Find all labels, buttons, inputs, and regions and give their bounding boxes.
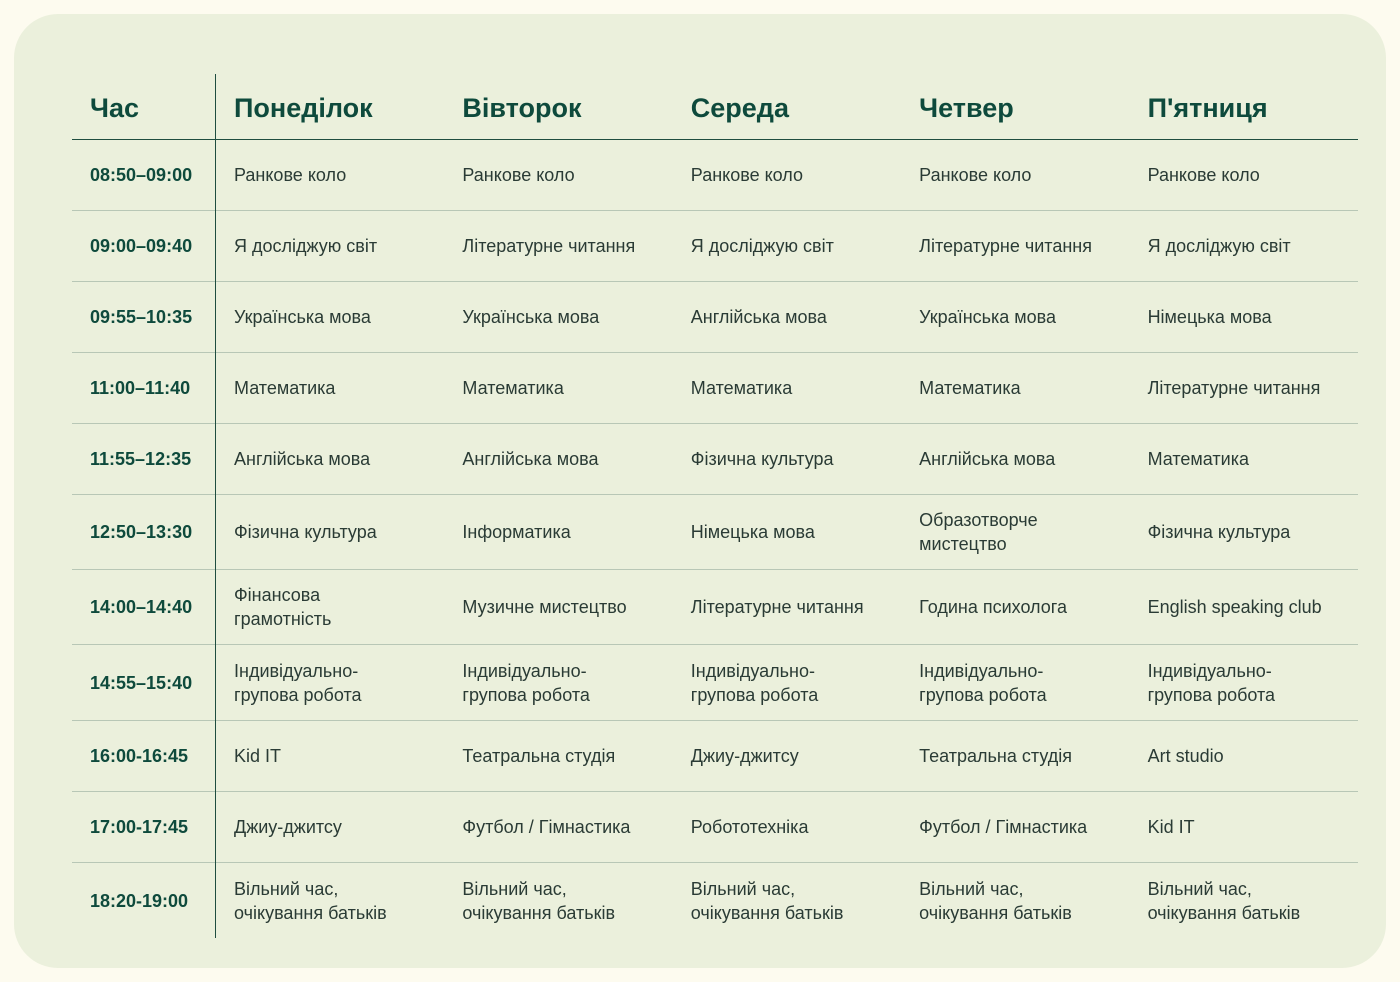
lesson-cell: Німецька мова: [1147, 307, 1272, 327]
row-time: 11:55–12:35: [90, 449, 192, 469]
lesson-cell: Я досліджую світ: [234, 236, 378, 256]
table-row: [72, 792, 1358, 863]
lesson-cell: Вільний час, очікування батьків: [1147, 879, 1301, 923]
row-time: 17:00-17:45: [90, 817, 189, 837]
row-time: 08:50–09:00: [90, 165, 193, 185]
table-row: [72, 282, 1358, 353]
lesson-cell: Я досліджую світ: [1147, 236, 1291, 256]
lesson-cell: Вільний час, очікування батьків: [234, 879, 387, 923]
header-monday: Понеділок: [234, 92, 373, 123]
lesson-cell: Математика: [234, 378, 336, 398]
lesson-cell: Математика: [690, 378, 793, 398]
lesson-cell: Ранкове коло: [919, 165, 1032, 185]
lesson-cell: Літературне читання: [919, 236, 1092, 256]
lesson-cell: Джиу-джитсу: [234, 817, 342, 837]
lesson-cell: Англійська мова: [690, 307, 827, 327]
lesson-cell: Українська мова: [462, 307, 600, 327]
lesson-cell: Фінансова грамотність: [234, 585, 332, 629]
lesson-cell: Образотворче мистецтво: [919, 510, 1038, 554]
row-time: 16:00-16:45: [90, 746, 189, 766]
lesson-cell: Англійська мова: [919, 449, 1056, 469]
lesson-cell: Година психолога: [919, 597, 1067, 617]
lesson-cell: Робототехніка: [690, 817, 809, 837]
table-row: [72, 211, 1358, 282]
lesson-cell: Kid IT: [1147, 817, 1195, 837]
header-thursday: Четвер: [919, 92, 1014, 123]
lesson-cell: Фізична культура: [234, 522, 377, 542]
lesson-cell: Я досліджую світ: [690, 236, 834, 256]
lesson-cell: Театральна студія: [919, 746, 1072, 766]
lesson-cell: Футбол / Гімнастика: [919, 817, 1088, 837]
lesson-cell: Art studio: [1147, 746, 1224, 766]
header-wednesday: Середа: [690, 92, 789, 123]
schedule-table: [72, 74, 1358, 939]
lesson-cell: Індивідуально- групова робота: [234, 660, 362, 705]
lesson-cell: English speaking club: [1147, 597, 1322, 617]
row-time: 18:20-19:00: [90, 891, 189, 911]
lesson-cell: Індивідуально- групова робота: [919, 660, 1047, 705]
lesson-cell: Німецька мова: [690, 522, 815, 542]
lesson-cell: Літературне читання: [690, 597, 864, 617]
lesson-cell: Ранкове коло: [690, 165, 804, 185]
lesson-cell: Індивідуально- групова робота: [1147, 660, 1276, 705]
lesson-cell: Футбол / Гімнастика: [462, 817, 631, 837]
lesson-cell: Фізична культура: [690, 449, 834, 469]
table-row: [72, 353, 1358, 424]
lesson-cell: Ранкове коло: [462, 165, 575, 185]
time-column-divider: [215, 74, 216, 938]
lesson-cell: Вільний час, очікування батьків: [919, 879, 1072, 923]
lesson-cell: Математика: [919, 378, 1021, 398]
header-time: Час: [90, 92, 140, 123]
table-row: [72, 570, 1358, 645]
lesson-cell: Музичне мистецтво: [462, 597, 627, 617]
lesson-cell: Вільний час, очікування батьків: [690, 879, 844, 923]
row-time: 11:00–11:40: [90, 378, 191, 398]
row-time: 09:55–10:35: [90, 307, 193, 327]
lesson-cell: Математика: [462, 378, 564, 398]
lesson-cell: Індивідуально- групова робота: [690, 660, 819, 705]
header-friday: П'ятниця: [1147, 92, 1268, 123]
lesson-cell: Театральна студія: [462, 746, 616, 766]
lesson-cell: Математика: [1147, 449, 1249, 469]
lesson-cell: Джиу-джитсу: [690, 746, 799, 766]
lesson-cell: Фізична культура: [1147, 522, 1291, 542]
lesson-cell: Літературне читання: [462, 236, 636, 256]
lesson-cell: Літературне читання: [1147, 378, 1321, 398]
lesson-cell: Ранкове коло: [234, 165, 347, 185]
lesson-cell: Ранкове коло: [1147, 165, 1260, 185]
table-row: [72, 424, 1358, 495]
row-time: 14:55–15:40: [90, 672, 193, 693]
lesson-cell: Інформатика: [462, 522, 571, 542]
row-time: 14:00–14:40: [90, 597, 193, 617]
schedule-card: [14, 14, 1386, 968]
lesson-cell: Англійська мова: [462, 449, 599, 469]
table-row: [72, 495, 1358, 570]
row-time: 09:00–09:40: [90, 236, 193, 256]
row-time: 12:50–13:30: [90, 522, 193, 542]
table-row: [72, 863, 1358, 939]
table-row: [72, 645, 1358, 721]
lesson-cell: Kid IT: [234, 746, 282, 766]
lesson-cell: Англійська мова: [234, 449, 371, 469]
table-row: [72, 140, 1358, 211]
lesson-cell: Вільний час, очікування батьків: [462, 879, 616, 923]
table-row: [72, 721, 1358, 792]
lesson-cell: Українська мова: [919, 307, 1057, 327]
table-header-row: [72, 74, 1358, 140]
header-tuesday: Вівторок: [462, 92, 582, 123]
lesson-cell: Індивідуально- групова робота: [462, 660, 590, 705]
lesson-cell: Українська мова: [234, 307, 371, 327]
